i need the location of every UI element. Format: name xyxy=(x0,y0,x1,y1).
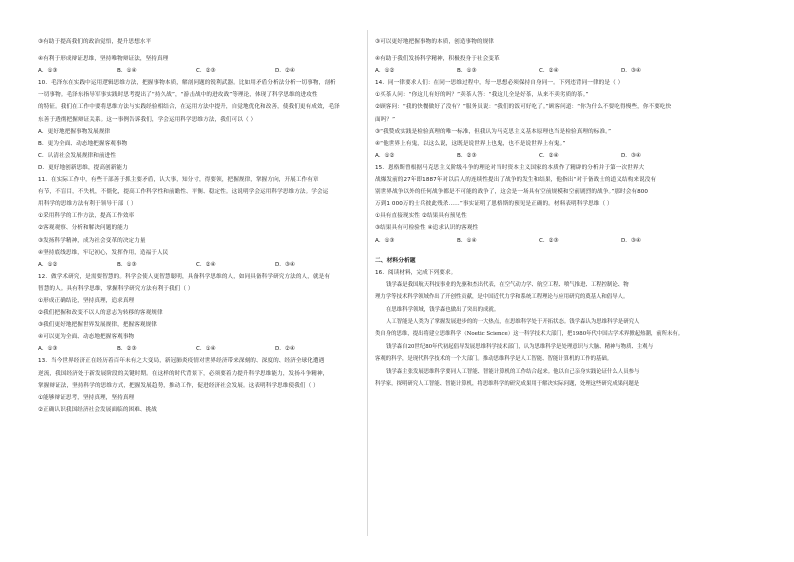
question-text: 东善于透彻把握辩证关系。这一事例告诉我们，学会运用科学思维方法，我们可以（ ） xyxy=(38,116,257,123)
passage-line: 人工智能是人类为了掌握发展进步的的一大热点，在思维科学处于开拓状态。钱学森认为思维科学是研究人 xyxy=(386,319,640,325)
option: D．③④ xyxy=(621,152,641,159)
statement-item: ④坚持底线思维，牢记初心，发挥作用，造福于人民 xyxy=(38,249,169,256)
option: B．①④ xyxy=(117,68,137,75)
question-text: 10．毛泽东在实践中运用逻辑思维方法，把握事物本质，解剖问题的锐利武器。比如用矛盾分析法分析一切事物，剖析 xyxy=(38,80,336,87)
question-text: 万到1 000万的士兵彼此残杀……”事实证明了恩格斯的预见是正确的。材料表明科学思维（ ） xyxy=(375,201,613,208)
answer-options xyxy=(375,150,713,162)
statement-item: ③结果具有可检验性 ④追求认识的客观性 xyxy=(375,225,479,232)
text-line: ③有助于提高我们的政治觉悟，提升思想水平 xyxy=(38,39,152,45)
passage-line: 钱学森主张发展思维科学要同人工智能、智能计算机的工作结合起来。他以自己亲身实践论证什么人员参与 xyxy=(386,368,640,375)
statement-item: ③我们更好地把握世界发展规律，把握客观规律 xyxy=(38,322,157,329)
statement-item: ②客观观察、分析和解决问题的能力 xyxy=(38,225,129,232)
question-16-title: 16．阅读材料，完成下列要求。 xyxy=(375,269,457,276)
choice-item: D．更好地创新思维，提高创新能力 xyxy=(38,164,128,171)
option: B．②③ xyxy=(117,346,137,353)
statement-item: ②正确认识我国经济社会发展面临的困难、挑战 xyxy=(38,406,157,413)
question-14 xyxy=(375,77,713,162)
option: B．①④ xyxy=(457,237,477,244)
question-11 xyxy=(38,174,360,271)
right-column xyxy=(375,36,713,390)
option: D．③④ xyxy=(275,261,295,268)
choice-item: B．更为全面、动态地把握客观事物 xyxy=(38,140,128,147)
text-line: ④有助于我们发扬科学精神，积极投身于社会变革 xyxy=(375,56,500,63)
statement-item: ①买茶人问：“你这儿有好的吗？”卖茶人答：“我这儿全是好茶，从来不卖劣质的茶。” xyxy=(375,92,589,99)
option: C．①④ xyxy=(196,346,216,353)
statement-item: ④“他世界上有鬼，以这么说，这既是说世界上也鬼，也不是说世界上有鬼。” xyxy=(375,140,566,147)
statement-item: ②顾客问：“我的快餐做好了没有？”服务员说：“我们的饭可好吃了。”顾客问道：“你为什么不要吃得慢些，你不要吃快 xyxy=(375,104,672,111)
question-text: 逆流，我国经济处于新发展阶段的关键时期。在这样的时代背景下，必须要着力提升科学思维能力，发扬斗争精神， xyxy=(38,370,329,377)
choice-item: A．更好地把握事物发展规律 xyxy=(38,128,111,135)
question-text: 别世界战争以外的任何战争都是不可能的战争了，这会是一场具有空前规模和空前剧烈的战争。”那时会有800 xyxy=(375,189,649,196)
option: C．②④ xyxy=(539,152,559,159)
answer-options xyxy=(38,259,360,271)
choice-item: C．认清社会发展规律和前进性 xyxy=(38,152,117,159)
passage-line: 理力学等技术科学领域作出了开创性贡献，是中国近代力学和系统工程理论与应用研究的奠基人和倡导人。 xyxy=(375,294,629,301)
question-text: 有节，不盲目，不失机，不僵化，提高工作科学性和前瞻性、平衡、稳定性。这说明学会运用科学思维方法。学会运 xyxy=(38,189,329,196)
option: D．③④ xyxy=(621,68,641,75)
passage-line: 客观的科学，是现代科学技术的一个大部门。推动思维科学是人工智能、智能计算机的工作的基础。 xyxy=(375,356,613,363)
question-text: 用科学的思维方法有利于领导干部（ ） xyxy=(38,201,137,208)
question-text: 14．同一律要求人们：在同一思维过程中，每一思想必须保持自身同一。下列违背同一律的是（ ） xyxy=(375,80,624,87)
passage-line: 类自身的思维，提出将建立思维科学（Noetic Science）这一科学技术大部门，把1980年代中国古学术界掀起热潮，前所未有。 xyxy=(375,331,684,338)
option: C．②③ xyxy=(196,68,216,75)
option: D．③④ xyxy=(621,237,641,244)
option: B．①③ xyxy=(117,261,137,268)
statement-item: ②我们把握和改变不以人的意志为转移的客观规律 xyxy=(38,310,163,317)
statement-item: ①采用科学的工作方法，提高工作效率 xyxy=(38,213,135,220)
passage-line: 钱学森自20世纪80年代初起倡导发展思维科学技术部门，认为思维科学是处理意识与大脑、精神与物质、主观与 xyxy=(386,343,654,350)
question-text: 11．在实际工作中，有些干部善于抓主要矛盾，认大事，知分寸，得要领，把握规律，掌握方向，开展工作有章 xyxy=(38,177,319,184)
question-text: 的特征。我们在工作中要将思维方法与实践经验相结合，在运用方法中提升，自觉地优化和改善，使我们更有成效，毛泽 xyxy=(38,104,340,111)
question-text: 12．做学术研究，是需要智慧的。科学会使人更智慧聪明，具备科学思维的人，如同具备科学研究方法的人，就是有 xyxy=(38,273,331,280)
option: C．②④ xyxy=(196,261,216,268)
answer-options xyxy=(38,65,360,77)
option: D．②④ xyxy=(275,68,295,75)
answer-options xyxy=(38,343,360,355)
text-line: ④有利于形成辩证思维，坚持唯物辩证法，坚持真理 xyxy=(38,56,169,63)
section-title: 二、材料分析题 xyxy=(375,257,416,264)
statement-item: ①能够辩证思考，坚持真理，坚持真理 xyxy=(38,394,135,401)
option: B．②③ xyxy=(457,152,477,159)
option: A．①③ xyxy=(38,68,58,75)
passage-line: 科学家，探明研究人工智能、智能计算机，将思维科学的研究成果用于解决实际问题，处理这些研究成果问题是 xyxy=(375,381,640,388)
option: C．②④ xyxy=(539,68,559,75)
option: A．①② xyxy=(38,261,58,268)
option: A．①③ xyxy=(375,237,395,244)
option: A．①② xyxy=(375,68,395,75)
statement-item: ③发扬科学精神，成为社会变革的决定力量 xyxy=(38,237,146,244)
question-text: 智慧的人。具有科学思维，掌握科学研究方法有利于我们（ ） xyxy=(38,285,194,292)
question-text: 15．恩格斯曾根据马克思主义阶级斗争的理论对当时资本主义国家的本质作了精辟的分析并于第一次世界大 xyxy=(375,164,645,171)
question-text: 一切事物。毛泽东指导军事实践时思考提出了“持久战”，“游击战中的进攻战”等理论，体现了科学思维的进攻性 xyxy=(38,92,318,99)
statement-item: ③“我赞成实践是检验真理的唯一标准，但我认为马克思主义基本原理也当是检验真理的标准。” xyxy=(375,128,612,135)
left-column xyxy=(38,36,360,416)
option: A．①③ xyxy=(38,346,58,353)
statement-item: ①形成正确结论，坚持真理，追求真理 xyxy=(38,297,135,304)
option: A．①② xyxy=(375,152,395,159)
question-13 xyxy=(38,355,360,415)
question-text: 掌握辩证法，坚持科学的思维方式，把握发展趋势，推动工作，促进经济社会发展。这表明科学思维使我们（ ） xyxy=(38,382,319,389)
option: D．②④ xyxy=(275,346,295,353)
question-text: 13．当今世界经济正在经历着百年未有之大变局，新冠肺炎疫情对世界经济带来深刻的、深度的、经济全球化遭遇 xyxy=(38,358,325,365)
question-text: 战爆发前的27年即1887年对以后人的连续性提出了战争的发生和结果，他指出“对于备战士的道义结构来说没有 xyxy=(375,177,657,184)
text-line: ③可以更好地把握事物的本质，创造事物的规律 xyxy=(375,39,494,45)
question-15 xyxy=(375,162,713,247)
passage-line: 在思维科学领域，钱学森也做出了突出的成就。 xyxy=(386,306,500,313)
column-divider xyxy=(367,30,368,536)
question-10 xyxy=(38,77,360,174)
question-12 xyxy=(38,271,360,356)
passage-line: 钱学森是我国航天科技事业的先驱和杰出代表，在空气动力学、航空工程、喷气推进、工程控制论、物 xyxy=(386,281,629,288)
option: C．②③ xyxy=(539,237,559,244)
option: B．①③ xyxy=(457,68,477,75)
statement-item: 面吗？” xyxy=(375,116,396,123)
statement-item: ①具有直接现实性 ②结果具有预见性 xyxy=(375,213,467,220)
answer-options xyxy=(375,235,713,247)
statement-item: ④可以更为全面、动态地把握客观事物 xyxy=(38,334,135,341)
reading-passage xyxy=(375,279,713,391)
answer-options xyxy=(375,65,713,77)
